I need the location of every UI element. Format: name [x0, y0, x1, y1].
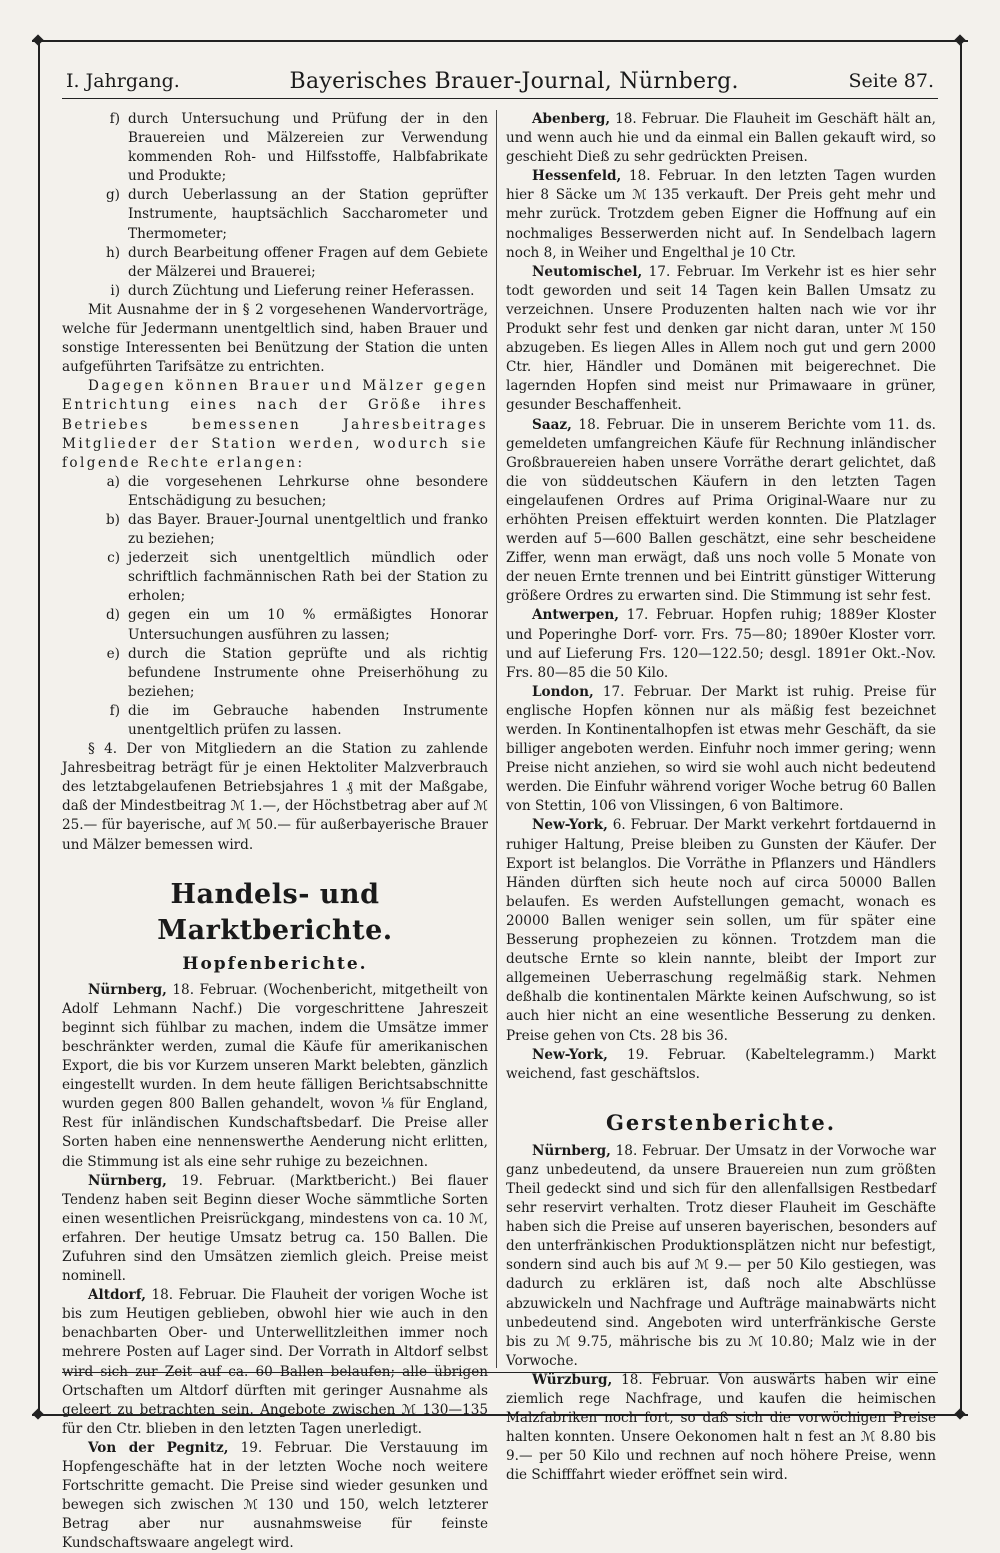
report-paragraph: New-York, 19. Februar. (Kabeltelegramm.) Markt weichend, fast geschäftslos.: [506, 1046, 936, 1082]
list-item: b) das Bayer. Brauer-Journal unentgeltlich und franko zu beziehen;: [105, 511, 488, 548]
report-paragraph: Nürnberg, 18. Februar. (Wochenbericht, mitgetheilt von Adolf Lehmann Nachf.) Die vorgeschrittene Jahreszeit beginnt sich fühlbar zu machen, indem die Umsätze immer beschränkter werden, zumal die Käufe für amerikanischen Export, die bis vor Kurzem unseren Markt belebten, gänzlich eingestellt wurden. In dem heute fälligen Berichtsabschnitte wurden gegen 800 Ballen gehandelt, wovon ⅛ für England, Rest für inländischen Kundschaftsbedarf. Die Preise aller Sorten haben eine nennenswerthe Aenderung nicht erlitten, die Stimmung ist als eine sehr ruhige zu bezeichnen.: [62, 981, 488, 1170]
list-item: e) durch die Station geprüfte und als richtig befundene Instrumente ohne Preiserhöhung zu beziehen;: [106, 645, 488, 700]
corner-ornament-icon: [31, 33, 45, 47]
report-paragraph: Würzburg, 18. Februar. Von auswärts haben wir eine ziemlich rege Nachfrage, und kaufen die heimischen Malzfabriken noch fort, so daß sich die vorwöchigen Preise halten konnten. Unsere Oekonomen halt n fest an ℳ 8.80 bis 9.— per 50 Kilo und rechnen auf noch höhere Preise, wenn die Schifffahrt wieder eröffnet sein wird.: [506, 1371, 936, 1484]
column-divider: [496, 110, 497, 1368]
list-item: h) durch Bearbeitung offener Fragen auf dem Gebiete der Mälzerei und Brauerei;: [105, 244, 488, 280]
list-item: d) gegen ein um 10 % ermäßigtes Honorar Untersuchungen ausführen zu lassen;: [105, 607, 488, 643]
footer-rule: [62, 1372, 938, 1373]
report-paragraph: Neutomischel, 17. Februar. Im Verkehr ist es hier sehr todt geworden und seit 14 Tagen kein Ballen Umsatz zu verzeichnen. Unsere Produzenten halten nach wie vor ihr Produkt sehr fest und denken gar nicht daran, unter ℳ 150 abzugeben. Es liegen Alles in Allem noch gut und gern 2000 Ctr. hier, Händler und Domänen mit beigerechnet. Die lagernden Hopfen sind meist nur Primawaare in grüner, gesunder Beschaffenheit.: [506, 263, 936, 414]
volume-label: I. Jahrgang.: [66, 70, 180, 92]
list-item: f) die im Gebrauche habenden Instrumente unentgeltlich prüfen zu lassen.: [109, 702, 488, 738]
paragraph: Mit Ausnahme der in § 2 vorgesehenen Wandervorträge, welche für Jedermann unentgeltlich sind, haben Brauer und sonstige Interessenten bei Benützung der Station die unten aufgeführten Tarifsätze zu entrichten.: [62, 301, 488, 376]
page-number: Seite 87.: [848, 70, 934, 92]
frame-right-rule: [960, 40, 962, 1415]
list-item: c) jederzeit sich unentgeltlich mündlich oder schriftlich fachmännischen Rath bei der Station zu erholen;: [107, 550, 488, 605]
report-paragraph: Abenberg, 18. Februar. Die Flauheit im Geschäft hält an, und wenn auch hie und da einmal ein Ballen gekauft wird, so geschieht Dieß zu sehr gedrückten Preisen.: [506, 111, 936, 166]
report-paragraph: Antwerpen, 17. Februar. Hopfen ruhig; 1889er Kloster und Poperinghe Dorf- vorr. Frs. 75—80; 1890er Kloster vorr. und auf Lieferung Frs. 120—122.50; desgl. 1891er Okt.-Nov. Frs. 80—85 die 50 Kilo.: [506, 607, 936, 681]
right-column: [506, 110, 936, 1485]
report-paragraph: London, 17. Februar. Der Markt ist ruhig. Preise für englische Hopfen können nur als mäßig fest bezeichnet werden. In Kontinentalhopfen ist etwas mehr Geschäft, da sie billiger angeboten werden. Einfuhr noch immer gering; wenn Preise nicht anziehen, so wird sie wohl auch nicht bedeutend werden. Die Einfuhr während voriger Woche betrug 60 Ballen von Stettin, 106 von Vlissingen, 6 von Baltimore.: [506, 683, 936, 815]
list-item: a) die vorgesehenen Lehrkurse ohne besondere Entschädigung zu besuchen;: [106, 473, 488, 509]
corner-ornament-icon: [953, 33, 967, 47]
list-item: i) durch Züchtung und Lieferung reiner Heferassen.: [110, 282, 475, 299]
report-paragraph: Von der Pegnitz, 19. Februar. Die Verstauung im Hopfengeschäfte hat in der letzten Woche noch weitere Fortschritte gemacht. Die Preise sind wieder gesunken und bewegen sich zwischen ℳ 130 und 150, welch letzterer Betrag aber nur ausnahmsweise für feinste Kundschaftswaare angelegt wird.: [62, 1439, 488, 1552]
report-paragraph: Hessenfeld, 18. Februar. In den letzten Tagen wurden hier 8 Säcke um ℳ 135 verkauft. Der Preis geht mehr und mehr zurück. Trotzdem geben Eigner die Hoffnung auf ein nochmaliges Besserwerden nicht auf. In Sendelbach lagern noch 8, in Weiher und Engelthal je 10 Ctr.: [506, 168, 936, 261]
report-paragraph: Altdorf, 18. Februar. Die Flauheit der vorigen Woche ist bis zum Heutigen geblieben, obwohl hier wie auch in den benachbarten Ober- und Unterwellitzleithen immer noch mehrere Posten auf Lager sind. Der Vorrath in Altdorf selbst wird sich zur Zeit auf ca. 60 Ballen belaufen; alle übrigen Ortschaften um Altdorf dürften mit geringer Ausnahme als geleert zu betrachten sein. Angebote zwischen ℳ 130—135 für den Ctr. blieben in den letzten Tagen unerledigt.: [62, 1287, 488, 1437]
corner-ornament-icon: [31, 1407, 45, 1421]
section-title: Handels- und Marktberichte.: [157, 878, 393, 946]
list-item: f) durch Untersuchung und Prüfung der in den Brauereien und Mälzereien zur Verwendung kommenden Roh- und Hilfsstoffe, Halbfabrikate und Produkte;: [109, 111, 488, 185]
list-item: g) durch Ueberlassung an der Station geprüfter Instrumente, hauptsächlich Saccharometer und Thermometer;: [105, 187, 488, 242]
paragraph-spaced: Dagegen können Brauer und Mälzer gegen Entrichtung eines nach der Größe ihres Betriebes bemessenen Jahresbeitrages Mitglieder der Station werden, wodurch sie folgende Rechte erlangen:: [62, 378, 488, 471]
corner-ornament-icon: [953, 1407, 967, 1421]
running-header: [62, 64, 938, 99]
section-title: Gerstenberichte.: [605, 1109, 837, 1135]
report-paragraph: Saaz, 18. Februar. Die in unserem Berichte vom 11. ds. gemeldeten umfangreichen Käufe für Rechnung inländischer Großbrauereien haben unsere Vorräthe derart gelichtet, daß die von süddeutschen Käufern in den letzten Tagen eingelaufenen Ordres auf Prima Original-Waare nur zu erhöhten Preisen effektuirt werden konnten. Die Platzlager werden auf 5—600 Ballen geschätzt, eine sehr bescheidene Ziffer, wenn man erwägt, daß uns noch volle 5 Monate von der neuen Ernte trennen und bei Eintritt günstiger Witterung größere Ordres zu erwarten sind. Die Stimmung ist sehr fest.: [506, 416, 936, 605]
journal-title: Bayerisches Brauer-Journal, Nürnberg.: [289, 68, 739, 94]
paragraph: § 4. Der von Mitgliedern an die Station zu zahlende Jahresbeitrag beträgt für je einen Hektoliter Malzverbrauch des letztabgelaufenen Betriebsjahres 1 ₰ mit der Maßgabe, daß der Mindestbeitrag ℳ 1.—, der Höchstbetrag aber auf ℳ 25.— für bayerische, auf ℳ 50.— für außerbayerische Brauer und Mälzer bemessen wird.: [62, 741, 488, 853]
frame-left-rule: [38, 40, 40, 1415]
spacer: [506, 1084, 936, 1092]
left-column: [62, 110, 488, 1553]
report-paragraph: Nürnberg, 18. Februar. Der Umsatz in der Vorwoche war ganz unbedeutend, da unsere Brauereien nun zum größten Theil gedeckt sind und sich für den allenfallsigen Restbedarf sehr reservirt verhalten. Trotz dieser Flauheit im Geschäfte haben sich die Preise auf unseren bayerischen, besonders auf den unterfränkischen Produktionsplätzen nicht nur befestigt, sondern sind auch bis auf ℳ 9.— per 50 Kilo gestiegen, was dadurch zu erklären ist, daß noch alte Abschlüsse abzuwickeln und Nachfrage und Aufträge mainabwärts nicht unbedeutend sind. Angeboten wird unterfränkische Gerste bis zu ℳ 9.75, mährische bis zu ℳ 10.80; Malz wie in der Vorwoche.: [506, 1142, 936, 1369]
subsection-title: Hopfenberichte.: [182, 953, 368, 974]
frame-top-rule: [32, 40, 968, 42]
report-paragraph: Nürnberg, 19. Februar. (Marktbericht.) Bei flauer Tendenz haben seit Beginn dieser Woche sämmtliche Sorten einen wesentlichen Preisrückgang, mindestens von ca. 10 ℳ, erfahren. Der heutige Umsatz betrug ca. 150 Ballen. Die Zufuhren sind den Umsätzen ziemlich gleich. Preise meist nominell.: [62, 1172, 488, 1285]
report-paragraph: New-York, 6. Februar. Der Markt verkehrt fortdauernd in ruhiger Haltung, Preise bleiben zu Gunsten der Käufer. Der Export ist belanglos. Die Vorräthe in Pflanzers und Händlers Händen dürften sich heute noch auf circa 50000 Ballen belaufen. Es werden Aufstellungen gemacht, wonach es 20000 Ballen weniger sein sollen, um für später eine Besserung prophezeien zu können. Trotzdem man die deutsche Ernte so klein nannte, bleibt der Import zur allgemeinen Ueberraschung regelmäßig stark. Nehmen deßhalb die kontinentalen Märkte keinen Aufschwung, so ist auch hier nicht an eine wesentliche Besserung zu denken. Preise gehen von Cts. 28 bis 36.: [506, 817, 936, 1044]
